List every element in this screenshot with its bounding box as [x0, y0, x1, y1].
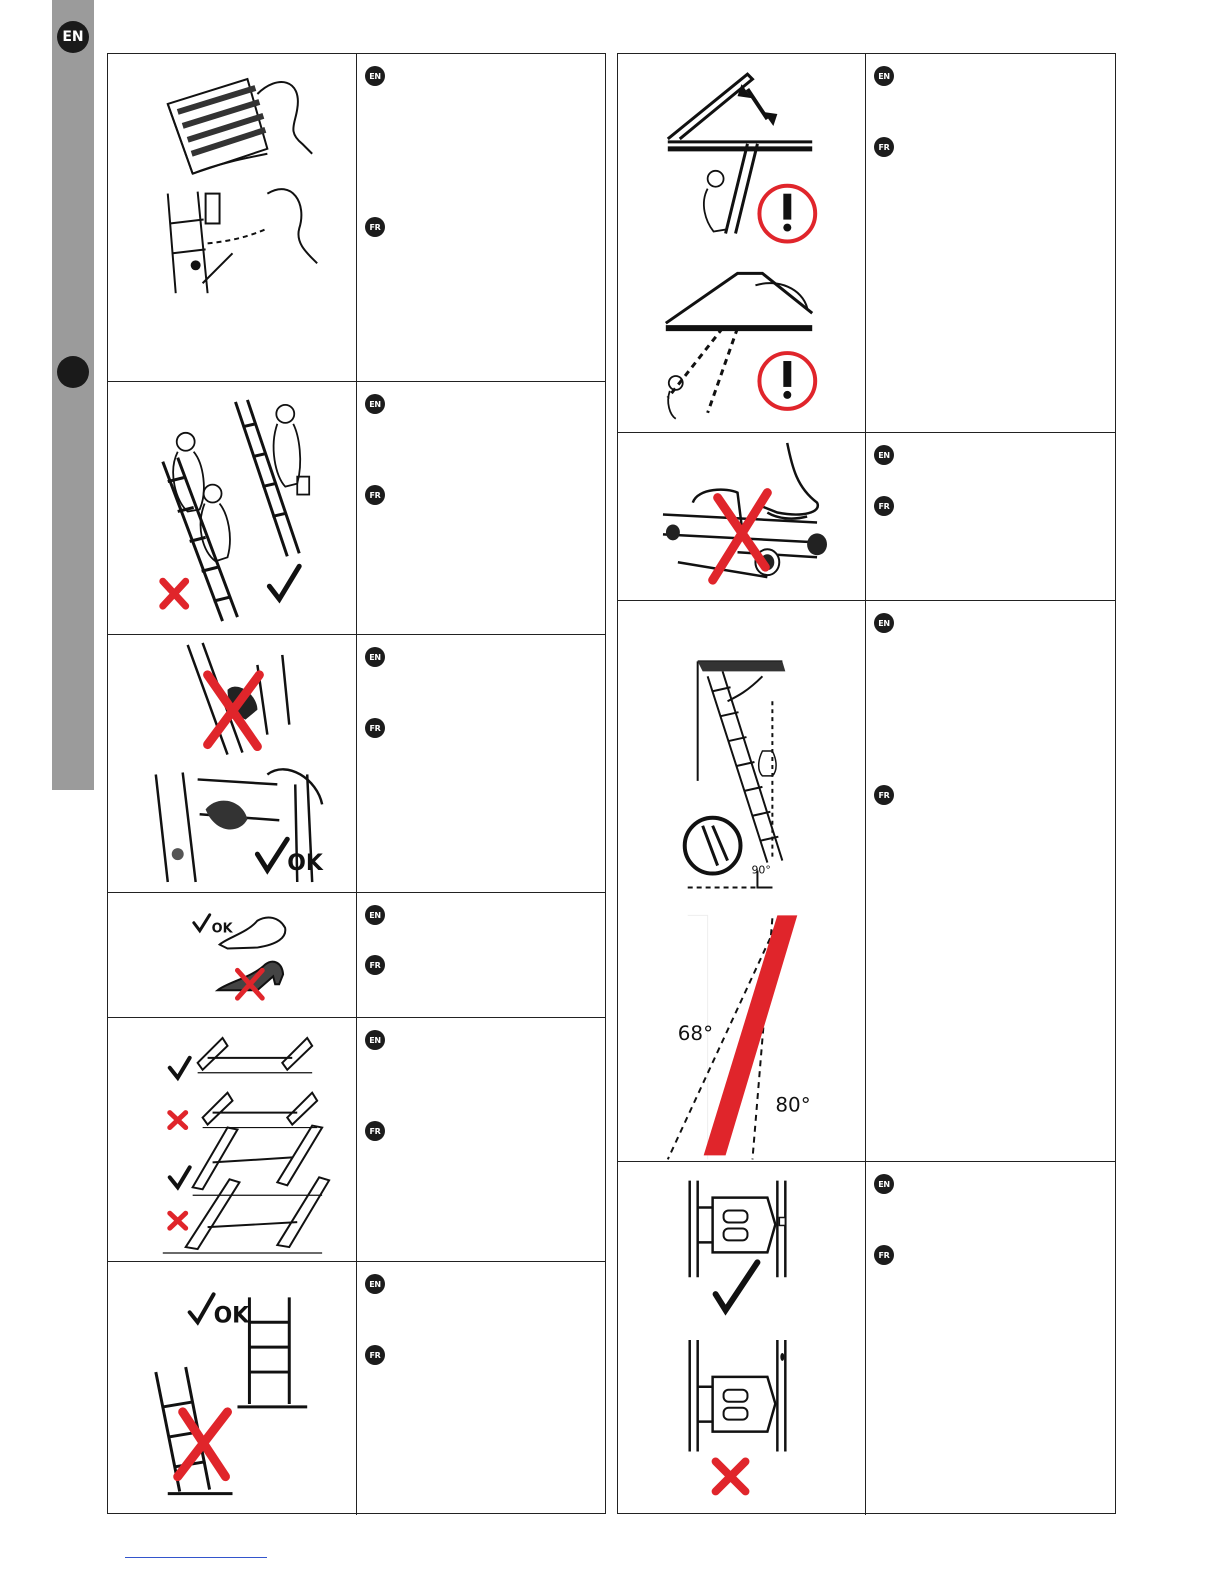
lang-badge-fr: FR [365, 1345, 385, 1365]
lang-badge-en: EN [365, 905, 385, 925]
read-manual-figure [108, 54, 356, 381]
lang-badge-en: EN [874, 613, 894, 633]
angle-90-label: 90° [751, 863, 771, 877]
lang-badge-fr: FR [874, 496, 894, 516]
footwear-illustration [108, 893, 357, 1017]
lang-badge-en: EN [365, 647, 385, 667]
sidebar-strip [52, 0, 94, 790]
angle-figure [618, 601, 865, 1161]
instruction-row-handrail [618, 433, 1115, 601]
clean-rungs-figure [108, 635, 356, 892]
instruction-row-headroom [618, 54, 1115, 433]
angle-illustration [618, 601, 866, 1161]
hinge-lock-figure [618, 1162, 865, 1515]
stable-ground-illustration [108, 1262, 357, 1515]
lang-badge-en: EN [365, 1274, 385, 1294]
section-marker-dot [57, 356, 89, 388]
lang-badge-en: EN [874, 66, 894, 86]
ok-label: OK [211, 921, 233, 937]
read-manual-illustration [108, 54, 357, 381]
lang-badge-en: EN [874, 1174, 894, 1194]
language-badge-en: EN [57, 21, 89, 53]
hinge-lock-illustration [618, 1162, 866, 1515]
clean-rungs-illustration [108, 635, 357, 892]
lang-badge-fr: FR [874, 137, 894, 157]
lang-badge-en: EN [874, 445, 894, 465]
instruction-row-ladder-feet [108, 1018, 605, 1262]
lang-badge-fr: FR [874, 785, 894, 805]
instruction-row-angle [618, 601, 1115, 1162]
headroom-illustration [618, 54, 866, 432]
instruction-row-read-manual [108, 54, 605, 382]
one-person-figure [108, 382, 356, 634]
lang-badge-fr: FR [365, 955, 385, 975]
instruction-row-footwear [108, 893, 605, 1018]
instruction-row-stable-ground [108, 1262, 605, 1515]
instruction-row-one-person [108, 382, 605, 635]
stable-ground-figure [108, 1262, 356, 1515]
headroom-figure [618, 54, 865, 432]
lang-badge-fr: FR [365, 718, 385, 738]
ok-label: OK [213, 1303, 250, 1329]
footwear-figure [108, 893, 356, 1017]
ladder-feet-illustration [108, 1018, 357, 1261]
angle-80-label: 80° [775, 1093, 811, 1117]
lang-badge-fr: FR [874, 1245, 894, 1265]
footer-link-underline [125, 1557, 267, 1558]
handrail-illustration [618, 433, 866, 600]
handrail-figure [618, 433, 865, 600]
right-column [617, 53, 1116, 1514]
instruction-row-clean-rungs [108, 635, 605, 893]
one-person-illustration [108, 382, 357, 634]
lang-badge-en: EN [365, 394, 385, 414]
angle-68-label: 68° [677, 1021, 714, 1045]
lang-badge-en: EN [365, 1030, 385, 1050]
left-column [107, 53, 606, 1514]
lang-badge-fr: FR [365, 1121, 385, 1141]
ok-label: OK [287, 851, 323, 877]
lang-badge-fr: FR [365, 485, 385, 505]
lang-badge-fr: FR [365, 217, 385, 237]
ladder-feet-figure [108, 1018, 356, 1261]
instruction-row-hinge-lock [618, 1162, 1115, 1515]
lang-badge-en: EN [365, 66, 385, 86]
